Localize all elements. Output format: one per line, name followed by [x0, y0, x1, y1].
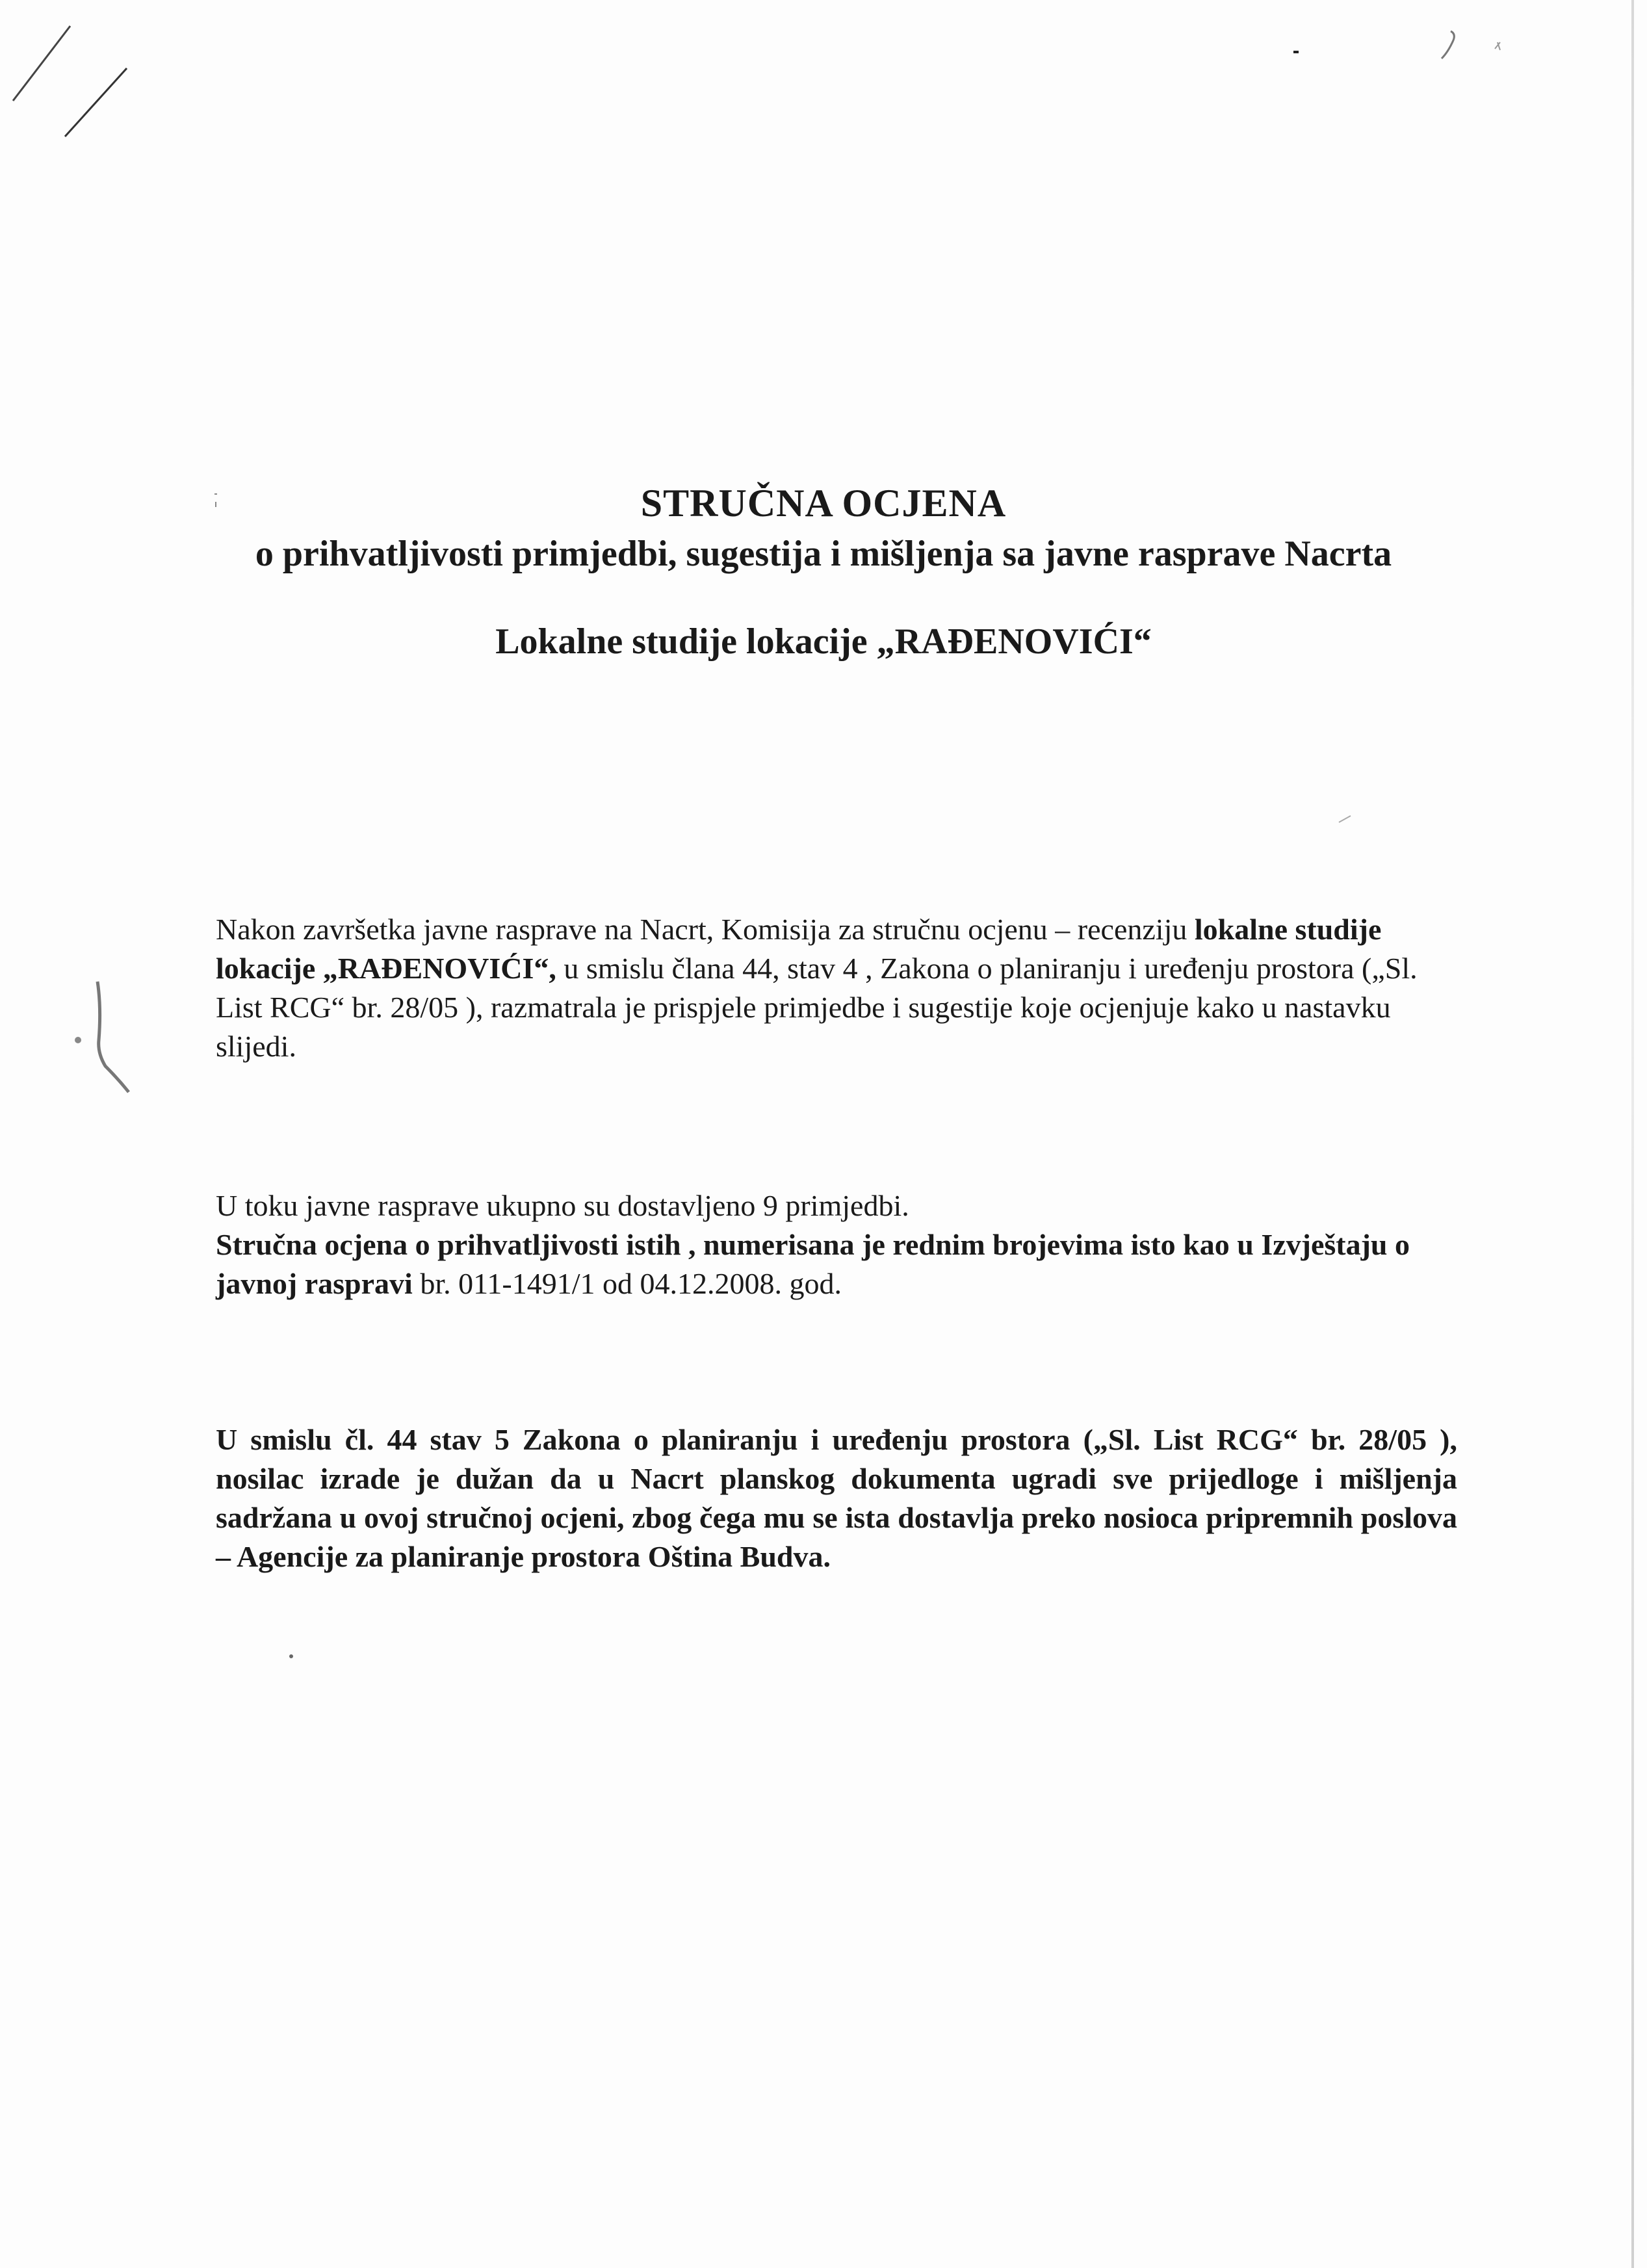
paragraph-submissions	[216, 1186, 1457, 1303]
scribble-mark-2	[1495, 42, 1500, 50]
paragraph-obligation: U smislu čl. 44 stav 5 Zakona o planiranju i uređenju prostora („Sl. List RCG“ br. 28/05 ), nosilac izrade je dužan da u Nacrt planskog dokumenta ugradi sve prijedloge i mišljenja sadržana u ovoj stručnoj ocjeni, zbog čega mu se ista dostavlja preko nosioca pripremnih poslova – Agencije za planiranje prostora Oština Budva.	[216, 1423, 1457, 1573]
pen-stroke-1	[13, 26, 70, 101]
smudge-dot	[75, 1037, 81, 1043]
paragraph-submissions-bold: Stručna ocjena o prihvatljivosti istih , numerisana je rednim brojevima isto kao u Izvještaju o javnoj raspravi	[216, 1228, 1410, 1300]
smudge-mark	[97, 982, 129, 1092]
paragraph-intro-part2: u smislu člana 44, stav 4 , Zakona o planiranju i uređenju prostora („Sl. List RCG“ br. 28/05 ), razmatrala je prispjele primjedbe i sugestije koje ocjenjuje kako u nastavku slijedi.	[216, 952, 1418, 1063]
paragraph-submissions-line1: U toku javne rasprave ukupno su dostavljeno 9 primjedbi.	[216, 1189, 909, 1222]
tiny-dot	[289, 1654, 293, 1658]
dot-mark	[1293, 51, 1299, 53]
paragraph-intro-part1: Nakon završetka javne rasprave na Nacrt, Komisija za stručnu ocjenu – recenziju	[216, 913, 1195, 946]
paragraph-submissions-tail: br. 011-1491/1 od 04.12.2008. god.	[412, 1267, 842, 1300]
document-subtitle: o prihvatljivosti primjedbi, sugestija i mišljenja sa javne rasprave Nacrta	[255, 534, 1392, 574]
paragraph-intro-bold: lokalne studije lokacije „RAĐENOVIĆI“,	[216, 913, 1382, 985]
tiny-stroke	[1339, 816, 1351, 822]
scribble-mark-1	[1442, 31, 1454, 59]
document-subtitle-location: Lokalne studije lokacije „RAĐENOVIĆI“	[495, 621, 1152, 662]
pen-stroke-2	[65, 68, 127, 137]
paragraph-intro	[216, 910, 1457, 1066]
document-title: STRUČNA OCJENA	[640, 482, 1007, 525]
